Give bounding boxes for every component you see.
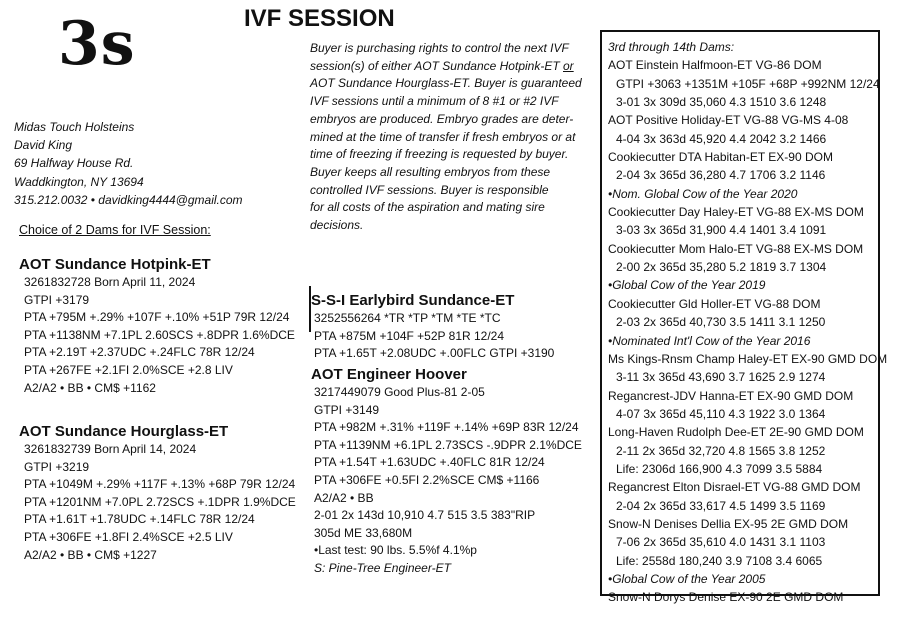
cow-a-line: PTA +2.19T +2.37UDC +.24FLC 78R 12/24 [24,345,255,360]
dam-line: GTPI +3149 [314,402,380,417]
cow-a-line: 3261832728 Born April 11, 2024 [24,275,196,289]
cow-b-line: GTPI +3219 [24,459,90,474]
sire-name: S-S-I Earlybird Sundance-ET [311,292,515,309]
dams-heading: 3rd through 14th Dams: [608,40,735,54]
cow-a-block [19,256,295,397]
consignor-contact: 315.212.0032 • davidking4444@gmail.com [14,192,243,207]
dam-line: PTA +1139NM +6.1PL 2.73SCS -.9DPR 2.1%DCE [314,437,582,452]
dam-pedigree-name: Ms Kings-Rnsm Champ Haley-ET EX-90 GMD DOM [608,351,888,366]
description-line: Buyer is purchasing rights to control the next IVF [310,41,569,55]
cow-b-line: A2/A2 • BB • CM$ +1227 [24,547,157,562]
consignor-block [14,118,243,209]
dam-name: AOT Engineer Hoover [311,366,467,383]
sire-line: PTA +875M +104F +52P 81R 12/24 [314,328,505,343]
consignor-farm: Midas Touch Holsteins [14,120,135,134]
cow-a-line: PTA +795M +.29% +107F +.10% +51P 79R 12/24 [24,310,290,325]
dam-sire-line: S: Pine-Tree Engineer-ET [314,560,451,575]
sire-line: 3252556264 *TR *TP *TM *TE *TC [314,311,501,325]
description-line: AOT Sundance Hourglass-ET. Buyer is guaranteed [310,76,582,91]
dam-pedigree-record: 7-06 2x 365d 35,610 4.0 1431 3.1 1103 [616,535,826,550]
dam-pedigree-record: 4-04 3x 363d 45,920 4.4 2042 3.2 1466 [616,131,827,146]
dam-pedigree-name: Cookiecutter Day Haley-ET VG-88 EX-MS DOM [608,205,864,220]
consignor-name: David King [14,138,73,153]
dam-pedigree-note: •Nom. Global Cow of the Year 2020 [608,186,798,201]
cow-a-line: A2/A2 • BB • CM$ +1162 [24,380,156,395]
cow-a-name: AOT Sundance Hotpink-ET [19,256,211,273]
sire-line: PTA +1.65T +2.08UDC +.00FLC GTPI +3190 [314,346,555,361]
dam-pedigree-record: 2-04 2x 365d 33,617 4.5 1499 3.5 1169 [616,498,826,513]
cow-b-line: PTA +1201NM +7.0PL 2.72SCS +.1DPR 1.9%DCE [24,494,296,509]
dam-pedigree-record: 2-04 3x 365d 36,280 4.7 1706 3.2 1146 [616,168,826,183]
cow-a-line: PTA +267FE +2.1FI 2.0%SCE +2.8 LIV [24,362,233,377]
description-line: time of freezing if freezing is requested by buyer. [310,147,569,162]
description-line: mined at the time of transfer if fresh embryos or at [310,129,576,144]
page-title: IVF SESSION [244,5,395,32]
description-line: embryos are produced. Embryo grades are deter- [310,111,574,126]
dams-box [608,38,887,607]
dam-pedigree-name: Snow-N Denises Dellia EX-95 2E GMD DOM [608,516,849,531]
dam-pedigree-record: 2-11 2x 365d 32,720 4.8 1565 3.8 1252 [616,443,826,458]
dam-pedigree-record: GTPI +3063 +1351M +105F +68P +992NM 12/24 [616,76,880,91]
dam-pedigree-record: 2-00 2x 365d 35,280 5.2 1819 3.7 1304 [616,260,827,275]
consignor-city: Waddkington, NY 13694 [14,174,144,189]
cow-b-block [19,423,296,564]
session-description [310,40,595,235]
description-line: session(s) of either AOT Sundance Hotpink-ET or [310,58,574,73]
dam-pedigree-name: Regancrest-JDV Hanna-ET EX-90 GMD DOM [608,388,854,403]
dam-pedigree-name: Snow-N Dorys Denise EX-90 2E GMD DOM [608,590,844,605]
dam-line: PTA +982M +.31% +119F +.14% +69P 83R 12/24 [314,420,579,435]
dam-line: PTA +306FE +0.5FI 2.2%SCE CM$ +1166 [314,472,540,487]
dam-line: A2/A2 • BB [314,490,374,505]
dam-pedigree-name: AOT Positive Holiday-ET VG-88 VG-MS 4-08 [608,113,849,128]
dam-line: PTA +1.54T +1.63UDC +.40FLC 81R 12/24 [314,455,545,470]
underlined-or: or [563,58,574,73]
dam-line: 3217449079 Good Plus-81 2-05 [314,385,485,399]
description-line: decisions. [310,218,364,233]
dam-pedigree-record: 3-11 3x 365d 43,690 3.7 1625 2.9 1274 [616,370,826,385]
dam-pedigree-note: •Global Cow of the Year 2019 [608,278,766,293]
cow-a-line: PTA +1138NM +7.1PL 2.60SCS +.8DPR 1.6%DCE [24,327,295,342]
dam-pedigree-name: Long-Haven Rudolph Dee-ET 2E-90 GMD DOM [608,425,864,440]
cow-b-line: PTA +306FE +1.8FI 2.4%SCE +2.5 LIV [24,529,233,544]
dam-block [311,366,582,578]
sire-block [311,292,554,363]
cow-b-line: PTA +1.61T +1.78UDC +.14FLC 78R 12/24 [24,512,255,527]
description-line: for all costs of the aspiration and mating sire [310,200,545,215]
cow-b-line: 3261832739 Born April 14, 2024 [24,442,197,456]
choice-heading: Choice of 2 Dams for IVF Session: [19,223,211,237]
dam-pedigree-name: Cookiecutter Mom Halo-ET VG-88 EX-MS DOM [608,241,864,256]
dam-line: 305d ME 33,680M [314,525,413,540]
dam-pedigree-name: Cookiecutter DTA Habitan-ET EX-90 DOM [608,150,833,165]
description-line: IVF sessions until a minimum of 8 #1 or #2 IVF [310,94,559,109]
cow-b-line: PTA +1049M +.29% +117F +.13% +68P 79R 12/24 [24,477,296,492]
dam-pedigree-name: Regancrest Elton Disrael-ET VG-88 GMD DOM [608,480,861,495]
dam-line: 2-01 2x 143d 10,910 4.7 515 3.5 383"RIP [314,508,536,523]
description-line: Buyer keeps all resulting embryos from these [310,164,551,179]
dam-pedigree-record: 4-07 3x 365d 45,110 4.3 1922 3.0 1364 [616,406,826,421]
dam-pedigree-record: Life: 2306d 166,900 4.3 7099 3.5 5884 [616,461,823,476]
dam-pedigree-record: 2-03 2x 365d 40,730 3.5 1411 3.1 1250 [616,315,826,330]
description-line: controlled IVF sessions. Buyer is responsible [310,182,549,197]
dam-pedigree-note: •Global Cow of the Year 2005 [608,571,766,586]
dam-pedigree-name: Cookiecutter Gld Holler-ET VG-88 DOM [608,296,821,311]
lot-number: 3s [58,9,136,79]
dam-pedigree-note: •Nominated Int'l Cow of the Year 2016 [608,333,811,348]
dam-pedigree-record: 3-01 3x 309d 35,060 4.3 1510 3.6 1248 [616,95,827,110]
dam-pedigree-record: 3-03 3x 365d 31,900 4.4 1401 3.4 1091 [616,223,827,238]
dam-pedigree-record: Life: 2558d 180,240 3.9 7108 3.4 6065 [616,553,823,568]
cow-b-name: AOT Sundance Hourglass-ET [19,423,229,440]
dam-pedigree-name: AOT Einstein Halfmoon-ET VG-86 DOM [608,58,822,73]
consignor-address: 69 Halfway House Rd. [14,156,134,171]
dam-line: •Last test: 90 lbs. 5.5%f 4.1%p [314,543,477,558]
cow-a-line: GTPI +3179 [24,292,90,307]
